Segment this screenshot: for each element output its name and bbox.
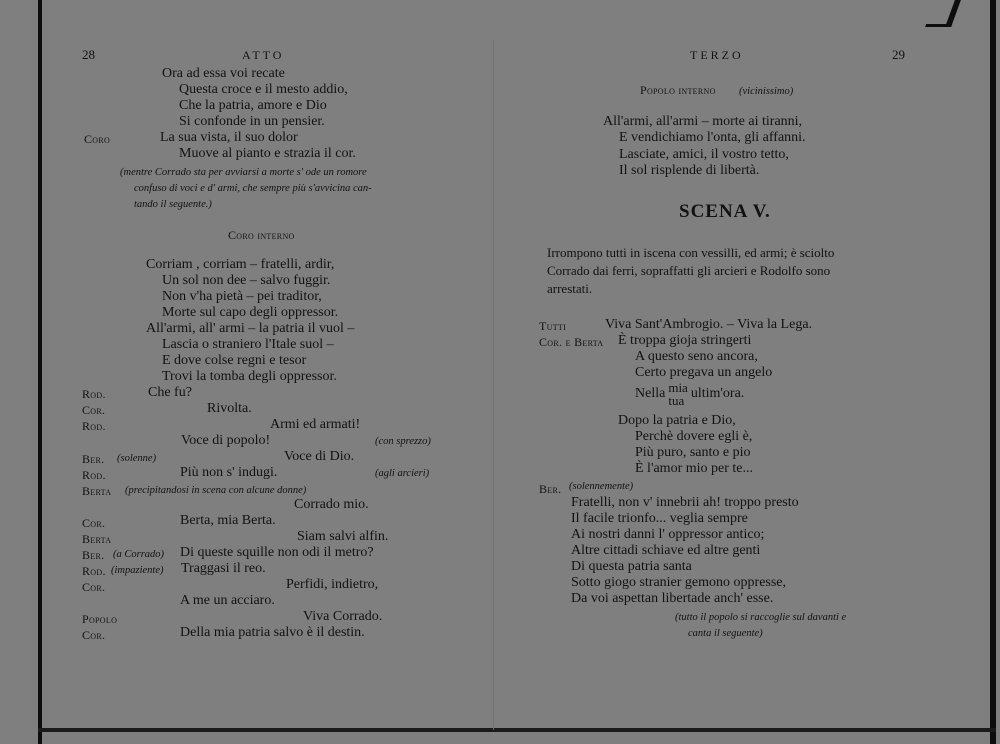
verse-line: La sua vista, il suo dolor [160, 130, 298, 145]
stage-direction: (vicinissimo) [739, 86, 794, 97]
page-number-right: 29 [892, 47, 905, 62]
chorus-line: All'armi, all' armi – la patria il vuol – [146, 321, 355, 336]
verse-line: Lasciate, amici, il vostro tetto, [619, 147, 789, 162]
stage-direction: (tutto il popolo si raccoglie sul davanti e [675, 612, 847, 623]
speaker-label: Cor. e Berta [539, 335, 604, 349]
speaker-label: Coro [84, 132, 111, 146]
popolo-heading: Popolo interno [640, 83, 716, 97]
running-head-left: ATTO [242, 48, 285, 62]
speaker-label: Rod. [82, 419, 106, 433]
chorus-line: Non v'ha pietà – pei traditor, [162, 289, 322, 304]
chorus-line: Trovi la tomba degli oppressor. [162, 369, 337, 384]
variant-upper: mia [668, 380, 688, 395]
dialogue-line: Perfidi, indietro, [286, 577, 379, 592]
speaker-label: Ber. [539, 482, 562, 496]
dialogue-line: Viva Sant'Ambrogio. – Viva la Lega. [605, 317, 813, 332]
stage-direction: (solennemente) [569, 481, 634, 492]
dialogue-line: Della mia patria salvo è il destin. [180, 625, 365, 640]
speaker-label: Rod. [82, 468, 106, 482]
scene-direction: Corrado dai ferri, sopraffatti gli arcieri e Rodolfo sono [547, 263, 831, 278]
dialogue-line: Siam salvi alfin. [297, 529, 389, 544]
dialogue-line: Traggasi il reo. [181, 561, 266, 576]
dialogue-line: Voce di Dio. [284, 449, 355, 464]
dialogue-line: A me un acciaro. [180, 593, 275, 608]
verse-line: Sotto giogo stranier gemono oppresse, [571, 575, 787, 590]
stage-direction: canta il seguente) [688, 628, 763, 639]
verse-line: E vendichiamo l'onta, gli affanni. [619, 130, 806, 145]
verse-line: Questa croce e il mesto addio, [179, 82, 348, 97]
speaker-label: Berta [82, 532, 112, 546]
dialogue-line: Di queste squille non odi il metro? [180, 545, 374, 560]
right-page [495, 0, 1000, 744]
stage-direction: (mentre Corrado sta per avviarsi a morte s' ode un romore [120, 167, 367, 178]
stage-direction: (con sprezzo) [375, 436, 431, 447]
duet-line: Perchè dovere egli è, [635, 429, 753, 444]
verse-line: Da voi aspettan libertade anch' esse. [571, 591, 774, 606]
chorus-line: Un sol non dee – salvo fuggir. [162, 273, 331, 288]
chorus-line: Lascia o straniero l'Itale suol – [162, 337, 334, 352]
chorus-heading: Coro interno [228, 228, 295, 242]
speaker-label: Tutti [539, 319, 567, 333]
speaker-label: Berta [82, 484, 112, 498]
chorus-line: Corriam , corriam – fratelli, ardir, [146, 257, 335, 272]
duet-line: È troppa gioja stringerti [618, 333, 752, 348]
duet-line: Più puro, santo e pio [635, 445, 751, 460]
verse-line: Fratelli, non v' innebrii ah! troppo presto [571, 495, 799, 510]
verse-line: Di questa patria santa [571, 559, 692, 574]
duet-line-nella [635, 381, 744, 407]
dialogue-line: Rivolta. [207, 401, 252, 416]
stage-direction: (solenne) [117, 453, 157, 464]
running-head-right: TERZO [690, 48, 744, 62]
duet-line: A questo seno ancora, [635, 349, 758, 364]
dialogue-line: Più non s' indugi. [180, 465, 278, 480]
scene-direction: arrestati. [547, 281, 593, 296]
speaker-label: Rod. [82, 387, 106, 401]
dialogue-line: Armi ed armati! [270, 417, 361, 432]
nella-end: ultim'ora. [690, 386, 745, 402]
chorus-line: E dove colse regni e tesor [162, 353, 307, 368]
verse-line: Altre cittadi schiave ed altre genti [571, 543, 761, 558]
stage-direction: tando il seguente.) [134, 199, 212, 210]
stage-direction: (agli arcieri) [375, 468, 430, 479]
dialogue-line: Viva Corrado. [303, 609, 383, 624]
speaker-label: Cor. [82, 580, 106, 594]
stage-direction: confuso di voci e d' armi, che sempre più s'avvicina can- [134, 183, 372, 194]
verse-line: Che la patria, amore e Dio [179, 98, 327, 113]
stage-direction: (precipitandosi in scena con alcune donne) [125, 485, 307, 496]
dialogue-line: Che fu? [148, 385, 192, 400]
speaker-label: Ber. [82, 548, 105, 562]
verse-line: Ai nostri danni l' oppressor antico; [571, 527, 765, 542]
page-number-left: 28 [82, 47, 95, 62]
stage-direction: (a Corrado) [113, 549, 165, 560]
speaker-label: Cor. [82, 628, 106, 642]
scene-direction: Irrompono tutti in iscena con vessilli, ed armi; è sciolto [547, 245, 835, 260]
speaker-label: Popolo [82, 612, 118, 626]
variant-lower: tua [668, 393, 685, 408]
speaker-label: Cor. [82, 403, 106, 417]
verse-line: Muove al pianto e strazia il cor. [179, 146, 356, 161]
duet-line: Certo pregava un angelo [635, 365, 773, 380]
verse-line: Il facile trionfo... veglia sempre [571, 511, 748, 526]
scene-title: SCENA V. [679, 201, 771, 222]
duet-line: Dopo la patria e Dio, [618, 413, 736, 428]
stage-direction: (impaziente) [111, 565, 164, 576]
nella-word: Nella [635, 386, 666, 402]
speaker-label: Cor. [82, 516, 106, 530]
verse-line: All'armi, all'armi – morte ai tiranni, [603, 114, 803, 129]
speaker-label: Ber. [82, 452, 105, 466]
dialogue-line: Corrado mio. [294, 497, 369, 512]
dialogue-line: Berta, mia Berta. [180, 513, 276, 528]
left-page [0, 0, 495, 744]
chorus-line: Morte sul capo degli oppressor. [162, 305, 339, 320]
speaker-label: Rod. [82, 564, 106, 578]
verse-line: Il sol risplende di libertà. [619, 163, 760, 178]
verse-line: Ora ad essa voi recate [162, 66, 285, 81]
word-variant-stack [668, 381, 688, 407]
duet-line: È l'amor mio per te... [635, 461, 753, 476]
dialogue-line: Voce di popolo! [181, 433, 271, 448]
verse-line: Si confonde in un pensier. [179, 114, 325, 129]
